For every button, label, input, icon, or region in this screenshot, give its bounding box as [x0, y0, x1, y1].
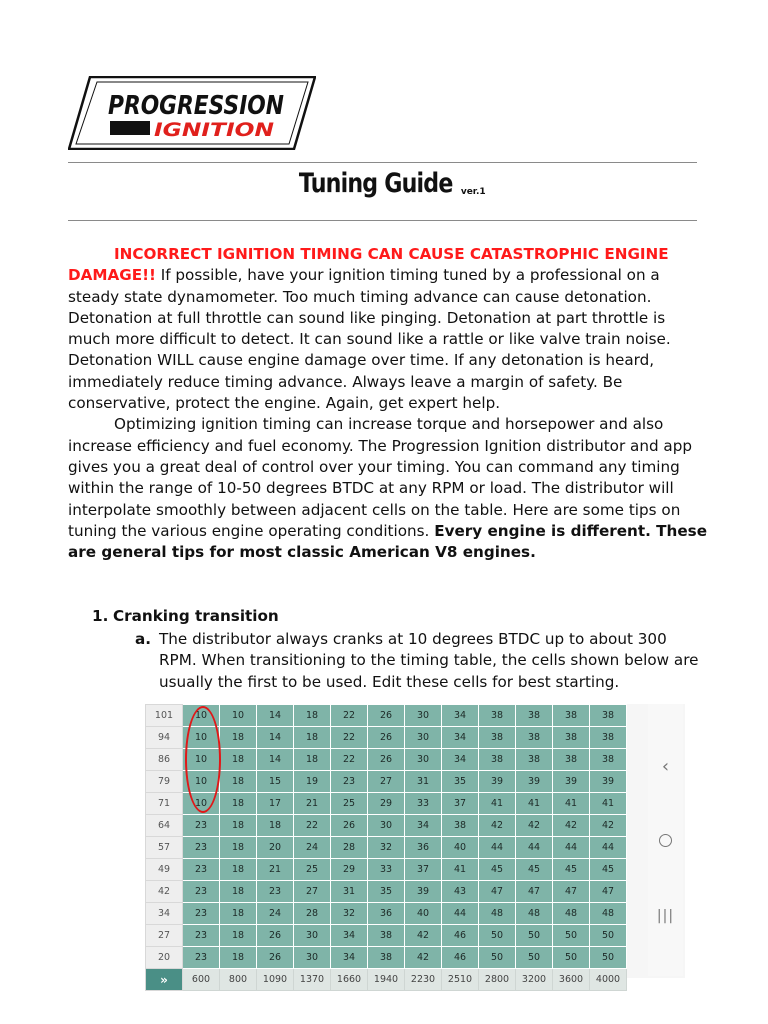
row-label: 42 — [146, 881, 183, 903]
paragraph2-text: Optimizing ignition timing can increase torque and horsepower and also increase efficiency and fuel economy. The Progression Ignition distributor and app gives you a great deal of control over your timing. You can command any timing within the range of 10-50 degrees BTDC at any RPM or load. The distributor will interpolate smoothly between adjacent cells on the table. Here are some tips on tuning the various engine operating conditions. — [68, 415, 693, 540]
timing-cell[interactable]: 42 — [479, 815, 516, 837]
warning-text: INCORRECT IGNITION TIMING CAN CAUSE CATASTROPHIC ENGINE DAMAGE!! — [68, 245, 669, 285]
timing-cell[interactable]: 31 — [331, 881, 368, 903]
back-icon[interactable]: ‹ — [661, 756, 670, 777]
timing-cell[interactable]: 45 — [590, 859, 627, 881]
timing-cell[interactable]: 38 — [590, 749, 627, 771]
timing-cell[interactable]: 17 — [257, 793, 294, 815]
timing-cell[interactable]: 35 — [368, 881, 405, 903]
row-label: 57 — [146, 837, 183, 859]
timing-cell[interactable]: 21 — [257, 859, 294, 881]
timing-cell[interactable]: 40 — [405, 903, 442, 925]
timing-cell[interactable]: 18 — [257, 815, 294, 837]
timing-cell[interactable]: 50 — [553, 947, 590, 969]
timing-cell[interactable]: 14 — [257, 749, 294, 771]
timing-cell[interactable]: 50 — [553, 925, 590, 947]
row-label: 71 — [146, 793, 183, 815]
timing-cell[interactable]: 15 — [257, 771, 294, 793]
page-title — [0, 168, 768, 199]
timing-cell[interactable]: 48 — [590, 903, 627, 925]
table-row — [146, 881, 627, 903]
timing-cell[interactable]: 27 — [294, 881, 331, 903]
timing-cell[interactable]: 36 — [368, 903, 405, 925]
rpm-label: 1940 — [368, 969, 405, 991]
timing-cell[interactable]: 39 — [405, 881, 442, 903]
timing-cell[interactable]: 18 — [220, 881, 257, 903]
table-row — [146, 815, 627, 837]
timing-cell[interactable]: 10 — [183, 749, 220, 771]
timing-cell[interactable]: 34 — [442, 727, 479, 749]
table-row — [146, 705, 627, 727]
timing-cell[interactable]: 50 — [590, 947, 627, 969]
row-label: 34 — [146, 903, 183, 925]
title-version: ver.1 — [460, 187, 486, 197]
timing-cell[interactable]: 18 — [294, 705, 331, 727]
timing-cell[interactable]: 23 — [183, 815, 220, 837]
timing-cell[interactable]: 47 — [553, 881, 590, 903]
timing-cell[interactable]: 34 — [442, 705, 479, 727]
timing-cell[interactable]: 22 — [294, 815, 331, 837]
timing-cell[interactable]: 41 — [590, 793, 627, 815]
timing-cell[interactable]: 10 — [183, 771, 220, 793]
timing-cell[interactable]: 38 — [553, 749, 590, 771]
timing-cell[interactable]: 38 — [553, 705, 590, 727]
rpm-label: 1660 — [331, 969, 368, 991]
timing-cell[interactable]: 30 — [368, 815, 405, 837]
timing-cell[interactable]: 47 — [516, 881, 553, 903]
rpm-label: 3600 — [553, 969, 590, 991]
timing-cell[interactable]: 41 — [553, 793, 590, 815]
timing-cell[interactable]: 41 — [479, 793, 516, 815]
timing-cell[interactable]: 26 — [257, 947, 294, 969]
top-divider — [68, 162, 697, 163]
rpm-label: 2510 — [442, 969, 479, 991]
timing-cell[interactable]: 41 — [442, 859, 479, 881]
timing-cell[interactable]: 37 — [442, 793, 479, 815]
timing-cell[interactable]: 38 — [368, 947, 405, 969]
timing-cell[interactable]: 38 — [553, 727, 590, 749]
intro-text — [68, 244, 708, 563]
timing-cell[interactable]: 38 — [516, 705, 553, 727]
section-number: 1. — [92, 607, 109, 625]
timing-cell[interactable]: 46 — [442, 925, 479, 947]
section-subitem — [135, 629, 705, 693]
timing-cell[interactable]: 28 — [294, 903, 331, 925]
timing-cell[interactable]: 42 — [405, 947, 442, 969]
subitem-letter: a. — [135, 630, 152, 648]
timing-cell[interactable]: 29 — [331, 859, 368, 881]
timing-cell[interactable]: 18 — [220, 793, 257, 815]
timing-cell[interactable]: 23 — [183, 925, 220, 947]
timing-cell[interactable]: 48 — [479, 903, 516, 925]
timing-cell[interactable]: 14 — [257, 727, 294, 749]
table-row — [146, 947, 627, 969]
timing-cell[interactable]: 18 — [220, 771, 257, 793]
timing-cell[interactable]: 50 — [516, 925, 553, 947]
timing-cell[interactable]: 23 — [183, 903, 220, 925]
row-label: 64 — [146, 815, 183, 837]
subitem-text: The distributor always cranks at 10 degrees BTDC up to about 300 RPM. When transitioning to the timing table, the cells shown below are usually the first to be used. Edit these cells for best starting. — [159, 630, 699, 691]
timing-cell[interactable]: 38 — [516, 727, 553, 749]
bottom-divider — [68, 220, 697, 221]
timing-cell[interactable]: 25 — [294, 859, 331, 881]
android-nav-bar — [648, 704, 683, 976]
timing-cell[interactable]: 18 — [294, 727, 331, 749]
timing-cell[interactable]: 30 — [294, 947, 331, 969]
timing-cell[interactable]: 38 — [479, 727, 516, 749]
timing-cell[interactable]: 47 — [590, 881, 627, 903]
row-label: 49 — [146, 859, 183, 881]
timing-cell[interactable]: 24 — [294, 837, 331, 859]
timing-cell[interactable]: 26 — [368, 705, 405, 727]
timing-cell[interactable]: 38 — [442, 815, 479, 837]
timing-cell[interactable]: 50 — [590, 925, 627, 947]
timing-cell[interactable]: 36 — [405, 837, 442, 859]
table-row — [146, 903, 627, 925]
paragraph1-text: If possible, have your ignition timing tuned by a professional on a steady state dynamometer. Too much timing advance can cause detonation. Detonation at full throttle can sound like pinging. Detonation at part throttle is much more difficult to detect. It can sound like a rattle or like valve train noise. Detonation WILL cause engine damage over time. If any detonation is heard, immediately reduce timing advance. Always leave a margin of safety. Be conservative, protect the engine. Again, get expert help. — [68, 266, 671, 413]
highlight-oval — [185, 706, 221, 813]
timing-cell[interactable]: 39 — [553, 771, 590, 793]
timing-cell[interactable]: 23 — [183, 947, 220, 969]
timing-cell[interactable]: 38 — [590, 727, 627, 749]
timing-cell[interactable]: 23 — [183, 837, 220, 859]
timing-cell[interactable]: 38 — [479, 749, 516, 771]
timing-cell[interactable]: 18 — [220, 837, 257, 859]
paragraph2-bold: Every engine is different. These are general tips for most classic American V8 engines. — [68, 521, 707, 562]
timing-cell[interactable]: 26 — [331, 815, 368, 837]
timing-cell[interactable]: 28 — [331, 837, 368, 859]
timing-cell[interactable]: 23 — [257, 881, 294, 903]
timing-cell[interactable]: 46 — [442, 947, 479, 969]
timing-cell[interactable]: 18 — [294, 749, 331, 771]
timing-cell[interactable]: 47 — [479, 881, 516, 903]
row-label: 79 — [146, 771, 183, 793]
rpm-label: 2230 — [405, 969, 442, 991]
timing-cell[interactable]: 31 — [405, 771, 442, 793]
timing-cell[interactable]: 32 — [331, 903, 368, 925]
rpm-label: 3200 — [516, 969, 553, 991]
title-main: Tuning Guide — [299, 168, 453, 199]
timing-cell[interactable]: 20 — [257, 837, 294, 859]
timing-cell[interactable]: 18 — [220, 925, 257, 947]
recent-apps-icon[interactable]: ||| — [656, 908, 675, 924]
intro-paragraph-2 — [68, 414, 708, 563]
timing-cell[interactable]: 18 — [220, 903, 257, 925]
timing-cell[interactable]: 30 — [294, 925, 331, 947]
timing-cell[interactable]: 10 — [183, 727, 220, 749]
timing-cell[interactable]: 18 — [220, 749, 257, 771]
timing-cell[interactable]: 10 — [220, 705, 257, 727]
timing-cell[interactable]: 39 — [590, 771, 627, 793]
rpm-label: 4000 — [590, 969, 627, 991]
timing-cell[interactable]: 50 — [479, 925, 516, 947]
table-row — [146, 859, 627, 881]
table-row — [146, 793, 627, 815]
timing-cell[interactable]: 50 — [479, 947, 516, 969]
timing-cell[interactable]: 33 — [368, 859, 405, 881]
row-label: 94 — [146, 727, 183, 749]
timing-cell[interactable]: 24 — [257, 903, 294, 925]
timing-cell[interactable]: 25 — [331, 793, 368, 815]
timing-cell[interactable]: 23 — [183, 859, 220, 881]
timing-cell[interactable]: 34 — [405, 815, 442, 837]
timing-cell[interactable]: 18 — [220, 727, 257, 749]
timing-cell[interactable]: 44 — [442, 903, 479, 925]
rpm-label: 2800 — [479, 969, 516, 991]
timing-cell[interactable]: 18 — [220, 947, 257, 969]
timing-cell[interactable]: 30 — [405, 727, 442, 749]
timing-cell[interactable]: 34 — [331, 925, 368, 947]
timing-cell[interactable]: 18 — [220, 815, 257, 837]
timing-cell[interactable]: 22 — [331, 705, 368, 727]
rpm-label: 1370 — [294, 969, 331, 991]
timing-cell[interactable]: 48 — [553, 903, 590, 925]
timing-cell[interactable]: 14 — [257, 705, 294, 727]
rpm-label: 1090 — [257, 969, 294, 991]
timing-cell[interactable]: 44 — [479, 837, 516, 859]
section-heading — [92, 607, 279, 625]
timing-cell[interactable]: 30 — [405, 705, 442, 727]
timing-cell[interactable]: 50 — [516, 947, 553, 969]
timing-cell[interactable]: 22 — [331, 749, 368, 771]
row-label: 101 — [146, 705, 183, 727]
timing-cell[interactable]: 26 — [257, 925, 294, 947]
timing-cell[interactable]: 44 — [590, 837, 627, 859]
timing-cell[interactable]: 23 — [331, 771, 368, 793]
timing-cell[interactable]: 41 — [516, 793, 553, 815]
timing-cell[interactable]: 39 — [479, 771, 516, 793]
timing-cell[interactable]: 10 — [183, 705, 220, 727]
logo-line1: PROGRESSION — [108, 91, 285, 121]
logo-line2: IGNITION — [154, 119, 275, 141]
timing-cell[interactable]: 45 — [553, 859, 590, 881]
timing-cell[interactable]: 35 — [442, 771, 479, 793]
timing-cell[interactable]: 34 — [442, 749, 479, 771]
intro-paragraph-1 — [68, 244, 708, 414]
timing-cell[interactable]: 34 — [331, 947, 368, 969]
table-row — [146, 925, 627, 947]
timing-cell[interactable]: 45 — [516, 859, 553, 881]
timing-cell[interactable]: 43 — [442, 881, 479, 903]
timing-cell[interactable]: 39 — [516, 771, 553, 793]
progression-ignition-logo — [68, 76, 316, 150]
timing-cell[interactable]: 19 — [294, 771, 331, 793]
timing-cell[interactable]: 38 — [516, 749, 553, 771]
timing-cell[interactable]: 42 — [590, 815, 627, 837]
row-label: 27 — [146, 925, 183, 947]
timing-cell[interactable]: 27 — [368, 771, 405, 793]
timing-cell[interactable]: 40 — [442, 837, 479, 859]
timing-cell[interactable]: 38 — [368, 925, 405, 947]
timing-cell[interactable]: 22 — [331, 727, 368, 749]
timing-cell[interactable]: 26 — [368, 727, 405, 749]
timing-cell[interactable]: 42 — [405, 925, 442, 947]
timing-cell[interactable]: 44 — [516, 837, 553, 859]
timing-cell[interactable]: 18 — [220, 859, 257, 881]
timing-cell[interactable]: 29 — [368, 793, 405, 815]
rpm-row — [146, 969, 627, 991]
timing-cell[interactable]: 42 — [516, 815, 553, 837]
timing-cell[interactable]: 44 — [553, 837, 590, 859]
timing-cell[interactable]: 21 — [294, 793, 331, 815]
section-title: Cranking transition — [113, 607, 279, 625]
timing-cell[interactable]: 38 — [479, 705, 516, 727]
home-icon[interactable] — [648, 831, 683, 852]
row-label: 20 — [146, 947, 183, 969]
timing-table-screenshot — [145, 704, 685, 987]
rpm-label: 800 — [220, 969, 257, 991]
timing-cell[interactable]: 23 — [183, 881, 220, 903]
timing-cell[interactable]: 30 — [405, 749, 442, 771]
timing-cell[interactable]: 37 — [405, 859, 442, 881]
timing-cell[interactable]: 45 — [479, 859, 516, 881]
rpm-label: 600 — [183, 969, 220, 991]
timing-cell[interactable]: 38 — [590, 705, 627, 727]
timing-cell[interactable]: 48 — [516, 903, 553, 925]
timing-cell[interactable]: 26 — [368, 749, 405, 771]
timing-cell[interactable]: 32 — [368, 837, 405, 859]
table-row — [146, 837, 627, 859]
timing-cell[interactable]: 42 — [553, 815, 590, 837]
timing-cell[interactable]: 33 — [405, 793, 442, 815]
row-label: 86 — [146, 749, 183, 771]
expand-button[interactable]: » — [146, 969, 183, 991]
timing-cell[interactable]: 10 — [183, 793, 220, 815]
